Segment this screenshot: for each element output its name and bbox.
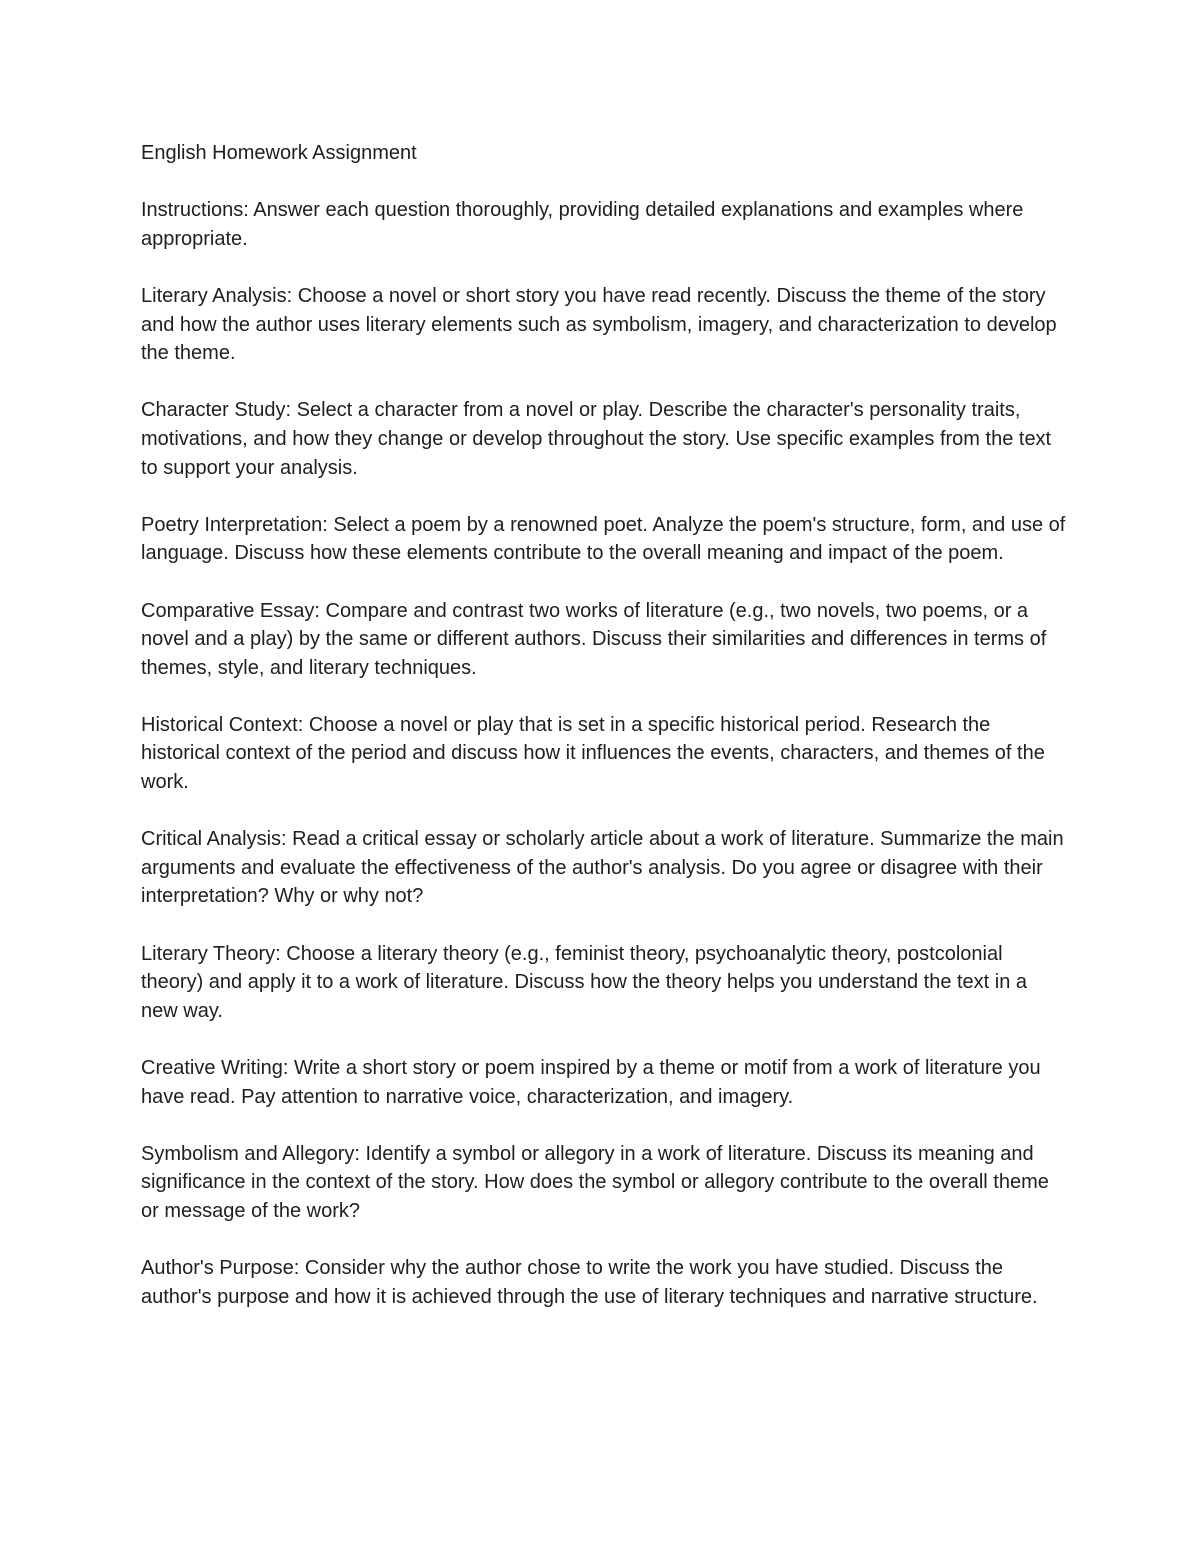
question-authors-purpose: Author's Purpose: Consider why the author chose to write the work you have studied. Discuss the author's purpose and how it is achieved through the use of literary techniques and narrative structure. bbox=[141, 1257, 1038, 1308]
question-comparative-essay: Comparative Essay: Compare and contrast two works of literature (e.g., two novels, two poems, or a novel and a play) by the same or different authors. Discuss their similarities and differences in terms of themes, style, and literary techniques. bbox=[141, 599, 1047, 679]
question-character-study: Character Study: Select a character from a novel or play. Describe the character's personality traits, motivations, and how they change or develop throughout the story. Use specific examples from the text to support your analysis. bbox=[141, 399, 1052, 479]
question-poetry-interpretation: Poetry Interpretation: Select a poem by a renowned poet. Analyze the poem's structure, form, and use of language. Discuss how these elements contribute to the overall meaning and impact of the poem. bbox=[141, 513, 1066, 565]
question-historical-context: Historical Context: Choose a novel or play that is set in a specific historical period. Research the historical context of the period and discuss how it influences the events, characters, and themes of the work. bbox=[141, 713, 1045, 794]
question-literary-theory: Literary Theory: Choose a literary theory (e.g., feminist theory, psychoanalytic theory, postcolonial theory) and apply it to a work of literature. Discuss how the theory helps you understand the text in a new way. bbox=[141, 942, 1028, 1022]
question-critical-analysis: Critical Analysis: Read a critical essay or scholarly article about a work of literature. Summarize the main arguments and evaluate the effectiveness of the author's analysis. Do you agree or disagree with their interpretation? Why or why not? bbox=[141, 828, 1064, 908]
document-body bbox=[141, 139, 1066, 1340]
question-creative-writing: Creative Writing: Write a short story or poem inspired by a theme or motif from a work of literature you have read. Pay attention to narrative voice, characterization, and imagery. bbox=[141, 1057, 1041, 1108]
instructions-paragraph: Instructions: Answer each question thoroughly, providing detailed explanations and examples where appropriate. bbox=[141, 199, 1024, 250]
question-symbolism-allegory: Symbolism and Allegory: Identify a symbol or allegory in a work of literature. Discuss its meaning and significance in the context of the story. How does the symbol or allegory contribute to the overall theme or message of the work? bbox=[141, 1142, 1049, 1222]
question-literary-analysis: Literary Analysis: Choose a novel or short story you have read recently. Discuss the theme of the story and how the author uses literary elements such as symbolism, imagery, and characterization to develop the theme. bbox=[141, 284, 1057, 365]
document-title: English Homework Assignment bbox=[141, 142, 417, 164]
